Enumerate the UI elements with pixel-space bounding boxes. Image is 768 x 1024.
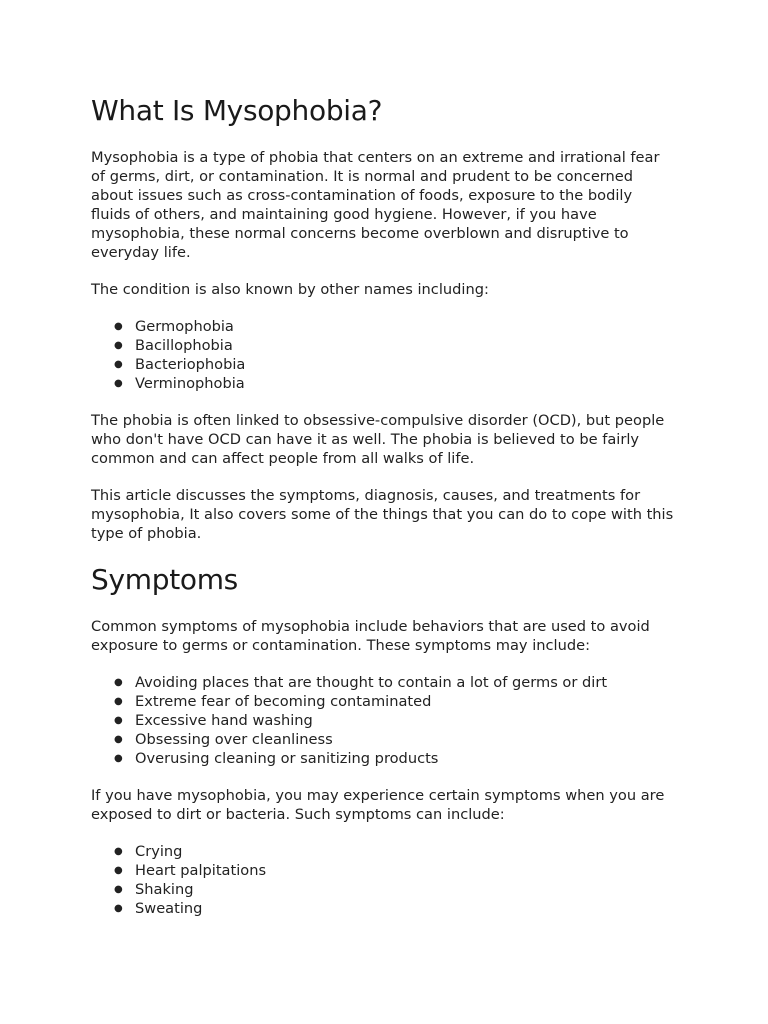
list-item-text: Excessive hand washing	[135, 712, 313, 729]
bullet-icon: ●	[114, 846, 123, 857]
list-item-text: Germophobia	[135, 318, 234, 335]
bullet-icon: ●	[114, 696, 123, 707]
bullet-icon: ●	[114, 734, 123, 745]
list-item-text: Avoiding places that are thought to contain a lot of germs or dirt	[135, 674, 608, 691]
list-item	[114, 730, 676, 749]
list-item	[114, 374, 676, 393]
bullet-icon: ●	[114, 378, 123, 389]
bullet-icon: ●	[114, 753, 123, 764]
bullet-icon: ●	[114, 884, 123, 895]
list-item-text: Crying	[135, 843, 183, 860]
list-item	[114, 317, 676, 336]
list-item	[114, 355, 676, 374]
article-overview-paragraph: This article discusses the symptoms, diagnosis, causes, and treatments for mysophobia, It also covers some of the things that you can do to cope with this type of phobia.	[91, 487, 674, 542]
list-item-text: Bacillophobia	[135, 337, 233, 354]
list-item-text: Heart palpitations	[135, 862, 267, 879]
list-item-text: Verminophobia	[135, 375, 245, 392]
list-item-text: Sweating	[135, 900, 203, 917]
page-title: What Is Mysophobia?	[91, 94, 383, 127]
ocd-paragraph: The phobia is often linked to obsessive-compulsive disorder (OCD), but people who don't have OCD can have it as well. The phobia is believed to be fairly common and can affect people from all walks of life.	[91, 412, 665, 467]
alternate-names-list	[91, 317, 676, 393]
behavior-symptoms-list	[91, 673, 676, 768]
exposure-symptoms-paragraph: If you have mysophobia, you may experience certain symptoms when you are exposed to dirt or bacteria. Such symptoms can include:	[91, 787, 665, 823]
bullet-icon: ●	[114, 359, 123, 370]
bullet-icon: ●	[114, 903, 123, 914]
bullet-icon: ●	[114, 715, 123, 726]
list-item	[114, 673, 676, 692]
list-item	[114, 749, 676, 768]
list-item-text: Extreme fear of becoming contaminated	[135, 693, 432, 710]
list-item	[114, 692, 676, 711]
bullet-icon: ●	[114, 865, 123, 876]
list-item-text: Overusing cleaning or sanitizing products	[135, 750, 439, 767]
intro-paragraph: Mysophobia is a type of phobia that centers on an extreme and irrational fear of germs, dirt, or contamination. It is normal and prudent to be concerned about issues such as cross-contamination of foods, exposure to the bodily fluids of others, and maintaining good hygiene. However, if you have mysophobia, these normal concerns become overblown and disruptive to everyday life.	[91, 149, 660, 261]
reaction-symptoms-list	[91, 842, 676, 918]
list-item	[114, 861, 676, 880]
bullet-icon: ●	[114, 677, 123, 688]
list-item	[114, 336, 676, 355]
bullet-icon: ●	[114, 321, 123, 332]
also-known-paragraph: The condition is also known by other names including:	[91, 281, 489, 298]
symptoms-intro-paragraph: Common symptoms of mysophobia include behaviors that are used to avoid exposure to germs or contamination. These symptoms may include:	[91, 618, 650, 654]
list-item-text: Shaking	[135, 881, 194, 898]
symptoms-heading: Symptoms	[91, 563, 238, 596]
list-item	[114, 842, 676, 861]
list-item-text: Obsessing over cleanliness	[135, 731, 333, 748]
list-item	[114, 899, 676, 918]
list-item	[114, 711, 676, 730]
list-item-text: Bacteriophobia	[135, 356, 246, 373]
list-item	[114, 880, 676, 899]
bullet-icon: ●	[114, 340, 123, 351]
